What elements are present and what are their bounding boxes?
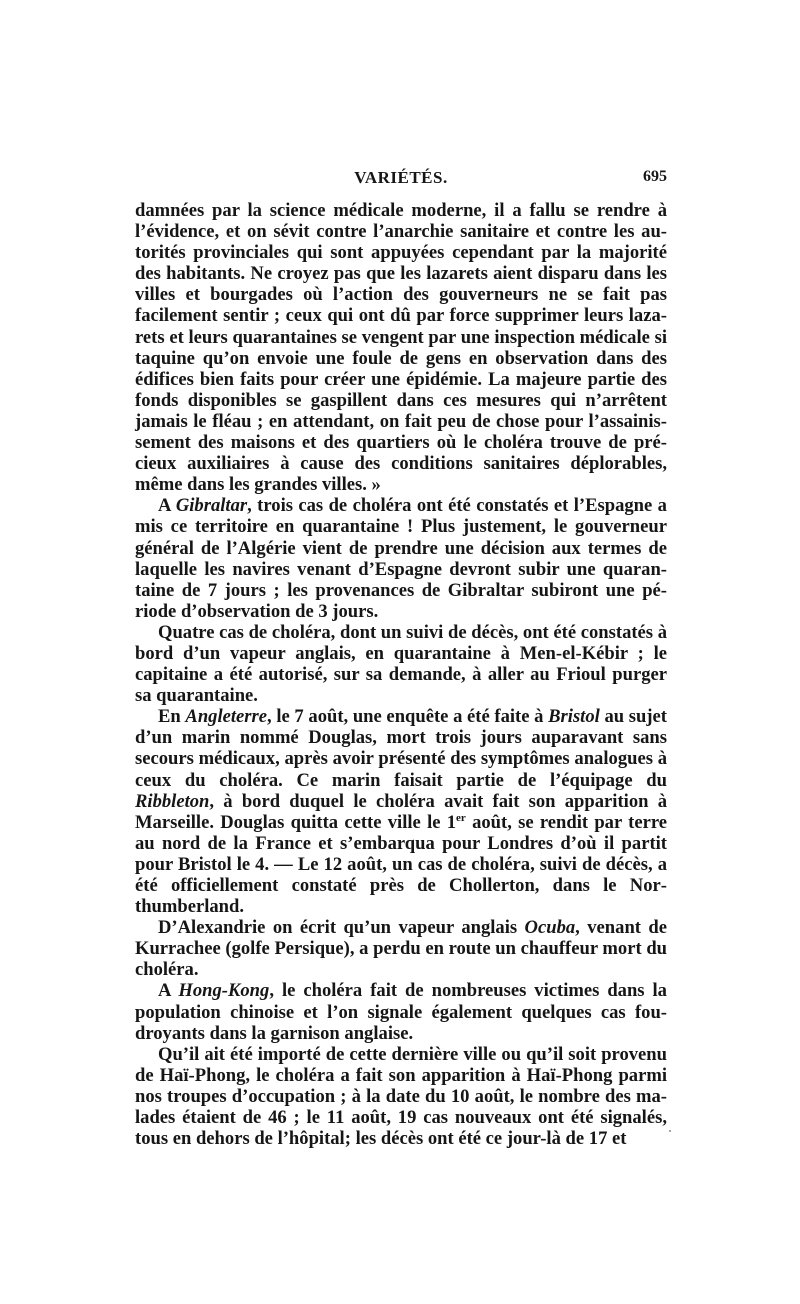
page-number: 695 (643, 168, 667, 185)
paragraph-hai-phong: Qu’il ait été importé de cette dernière ville ou qu’il soit provenu de Haï-Phong, le choléra a fait son apparition à Haï-Phong parmi nos troupes d’occupation ; à la date du 10 août, le nombre des malades étaient de 46 ; le 11 août, 19 cas nouveaux ont été signalés, tous en dehors de l’hôpital; les décès ont été ce jour-là de 17 et (135, 1043, 667, 1150)
body-text (135, 200, 667, 1149)
paragraph-alexandrie: D’Alexandrie on écrit qu’un vapeur anglais Ocuba, venant de Kurrachee (golfe Persique), a perdu en route un chauffeur mort du choléra. (135, 917, 667, 981)
running-title: VARIÉTÉS. (354, 168, 448, 187)
paragraph-1: damnées par la science médicale moderne, il a fallu se rendre à l’évidence, et on sévit contre l’anarchie sanitaire et contre les autorités provinciales qui sont appuyées cependant par la majorité des habitants. Ne croyez pas que les lazarets aient disparu dans les villes et bourgades où l’action des gouverneurs ne se fait pas facilement sentir ; ceux qui ont dû par force supprimer leurs lazarets et leurs quarantaines se vengent par une inspection médicale si taquine qu’on envoie une foule de gens en observation dans des édifices bien faits pour créer une épidémie. La majeure partie des fonds disponibles se gaspillent dans ces mesures qui n’arrêtent jamais le fléau ; en attendant, on fait peu de chose pour l’assainissement des maisons et des quartiers où le choléra trouve de précieux auxiliaires à cause des conditions sanitaires déplorables, même dans les grandes villes. » (135, 200, 667, 496)
paragraph-gibraltar: A Gibraltar, trois cas de choléra ont été constatés et l’Espagne a mis ce territoire en quarantaine ! Plus justement, le gouverneur général de l’Algérie vient de prendre une décision aux termes de laquelle les navires venant d’Espagne devront subir une quarantaine de 7 jours ; les provenances de Gibraltar subiront une période d’observation de 3 jours. (135, 495, 667, 622)
page-speck (669, 1130, 671, 1132)
paragraph-hong-kong: A Hong-Kong, le choléra fait de nombreuses victimes dans la population chinoise et l’on signale également quelques cas foudroyants dans la garnison anglaise. (135, 980, 667, 1044)
paragraph-angleterre: En Angleterre, le 7 août, une enquête a été faite à Bristol au sujet d’un marin nommé Douglas, mort trois jours auparavant sans secours médicaux, après avoir présenté des symptômes analogues à ceux du choléra. Ce marin faisait partie de l’équipage du Ribbleton, à bord duquel le choléra avait fait son apparition à Marseille. Douglas quitta cette ville le 1er août, se rendit par terre au nord de la France et s’embarqua pour Londres d’où il partit pour Bristol le 4. — Le 12 août, un cas de choléra, suivi de décès, a été officiellement constaté près de Chollerton, dans le Northumberland. (135, 706, 668, 918)
paragraph-men-el-kebir: Quatre cas de choléra, dont un suivi de décès, ont été constatés à bord d’un vapeur anglais, en quarantaine à Men-el-Kébir ; le capitaine a été autorisé, sur sa demande, à aller au Frioul purger sa quarantaine. (135, 621, 667, 707)
running-head (135, 168, 667, 194)
